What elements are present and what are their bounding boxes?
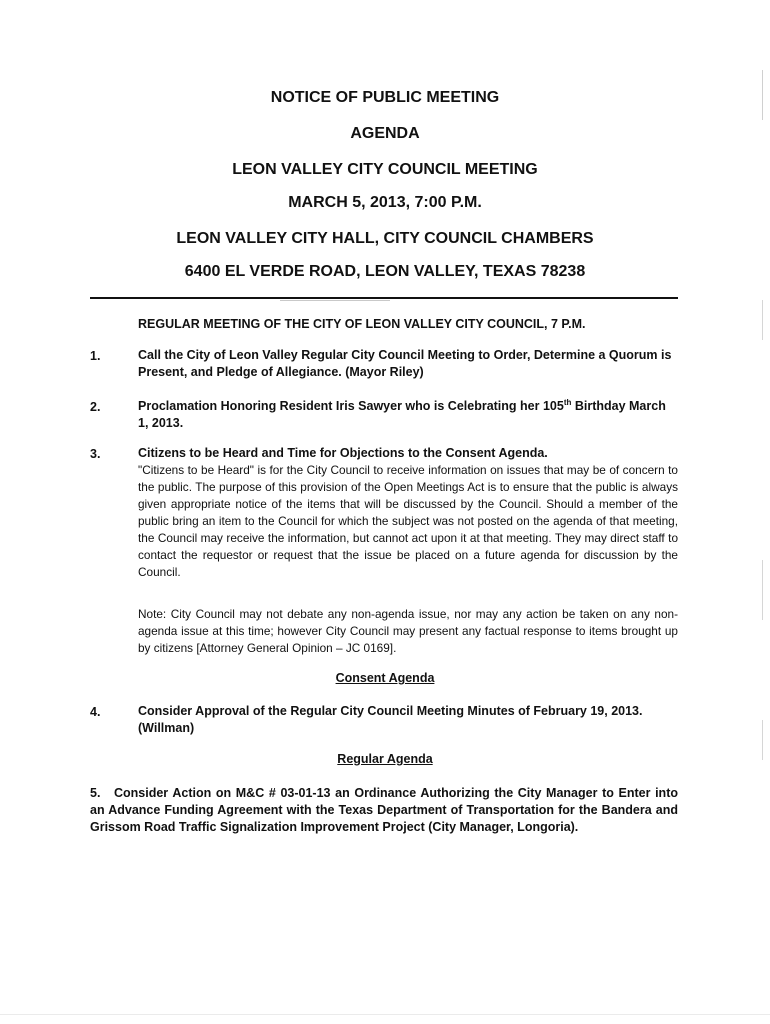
item-5-number: 5. xyxy=(90,786,101,800)
agenda-title: AGENDA xyxy=(350,125,420,142)
scan-artifact xyxy=(0,1014,770,1015)
meeting-subtitle: REGULAR MEETING OF THE CITY OF LEON VALLEY CITY COUNCIL, 7 P.M. xyxy=(138,317,586,331)
header-divider xyxy=(90,297,678,299)
item-5 xyxy=(90,785,678,836)
item-3-title: Citizens to be Heard and Time for Objections to the Consent Agenda. xyxy=(138,446,548,460)
meeting-date: MARCH 5, 2013, 7:00 P.M. xyxy=(288,194,482,211)
meeting-address: 6400 EL VERDE ROAD, LEON VALLEY, TEXAS 78238 xyxy=(184,263,586,280)
item-2-text-b: Birthday March 1, 2013. xyxy=(138,399,666,430)
item-3-paragraph: "Citizens to be Heard" is for the City Council to receive information on issues that may be of concern to the public. The purpose of this provision of the Open Meetings Act is to ensure that the public is always given appropriate notice of the items that will be discussed by the Council. Should a member of the public bring an item to the Council for which the subject was not posted on the agenda of that meeting, the Council may receive the information, but cannot act upon it at that meeting. They may direct staff to contact the requestor or request that the issue be placed on a future agenda for discussion by the Council. xyxy=(138,463,678,579)
scan-artifact xyxy=(762,70,763,120)
item-3-note xyxy=(138,606,678,657)
scan-artifact xyxy=(280,300,390,301)
regular-agenda-heading: Regular Agenda xyxy=(337,752,433,766)
item-5-text: Consider Action on M&C # 03-01-13 an Ordinance Authorizing the City Manager to Enter into an Advance Funding Agreement with the Texas Department of Transportation for the Bandera and Grissom Road Traffic Signalization Improvement Project (City Manager, Longoria). xyxy=(90,786,678,834)
item-4-text: Consider Approval of the Regular City Council Meeting Minutes of February 19, 2013. (Willman) xyxy=(138,704,643,735)
item-2-text-a: Proclamation Honoring Resident Iris Sawyer who is Celebrating her 105 xyxy=(138,399,564,413)
item-1-number: 1. xyxy=(90,349,101,363)
scan-artifact xyxy=(762,300,763,340)
item-4-number: 4. xyxy=(90,705,101,719)
notice-title: NOTICE OF PUBLIC MEETING xyxy=(270,89,500,106)
consent-agenda-heading: Consent Agenda xyxy=(335,671,435,685)
item-2-superscript: th xyxy=(563,397,572,407)
scan-artifact xyxy=(762,720,763,760)
item-2-text xyxy=(138,398,678,432)
note-label: Note: xyxy=(138,607,167,621)
note-text: City Council may not debate any non-agenda issue, nor may any action be taken on any non-agenda issue at this time; however City Council may present any factual response to items brought up by citizens [Attorney General Opinion – JC 0169]. xyxy=(138,607,678,655)
meeting-location: LEON VALLEY CITY HALL, CITY COUNCIL CHAMBERS xyxy=(176,230,594,247)
item-1-text: Call the City of Leon Valley Regular City Council Meeting to Order, Determine a Quorum is Present, and Pledge of Allegiance. (Mayor Riley) xyxy=(138,348,672,379)
item-3-number: 3. xyxy=(90,447,101,461)
item-2-number: 2. xyxy=(90,400,101,414)
meeting-title: LEON VALLEY CITY COUNCIL MEETING xyxy=(232,161,538,178)
scan-artifact xyxy=(762,560,763,620)
